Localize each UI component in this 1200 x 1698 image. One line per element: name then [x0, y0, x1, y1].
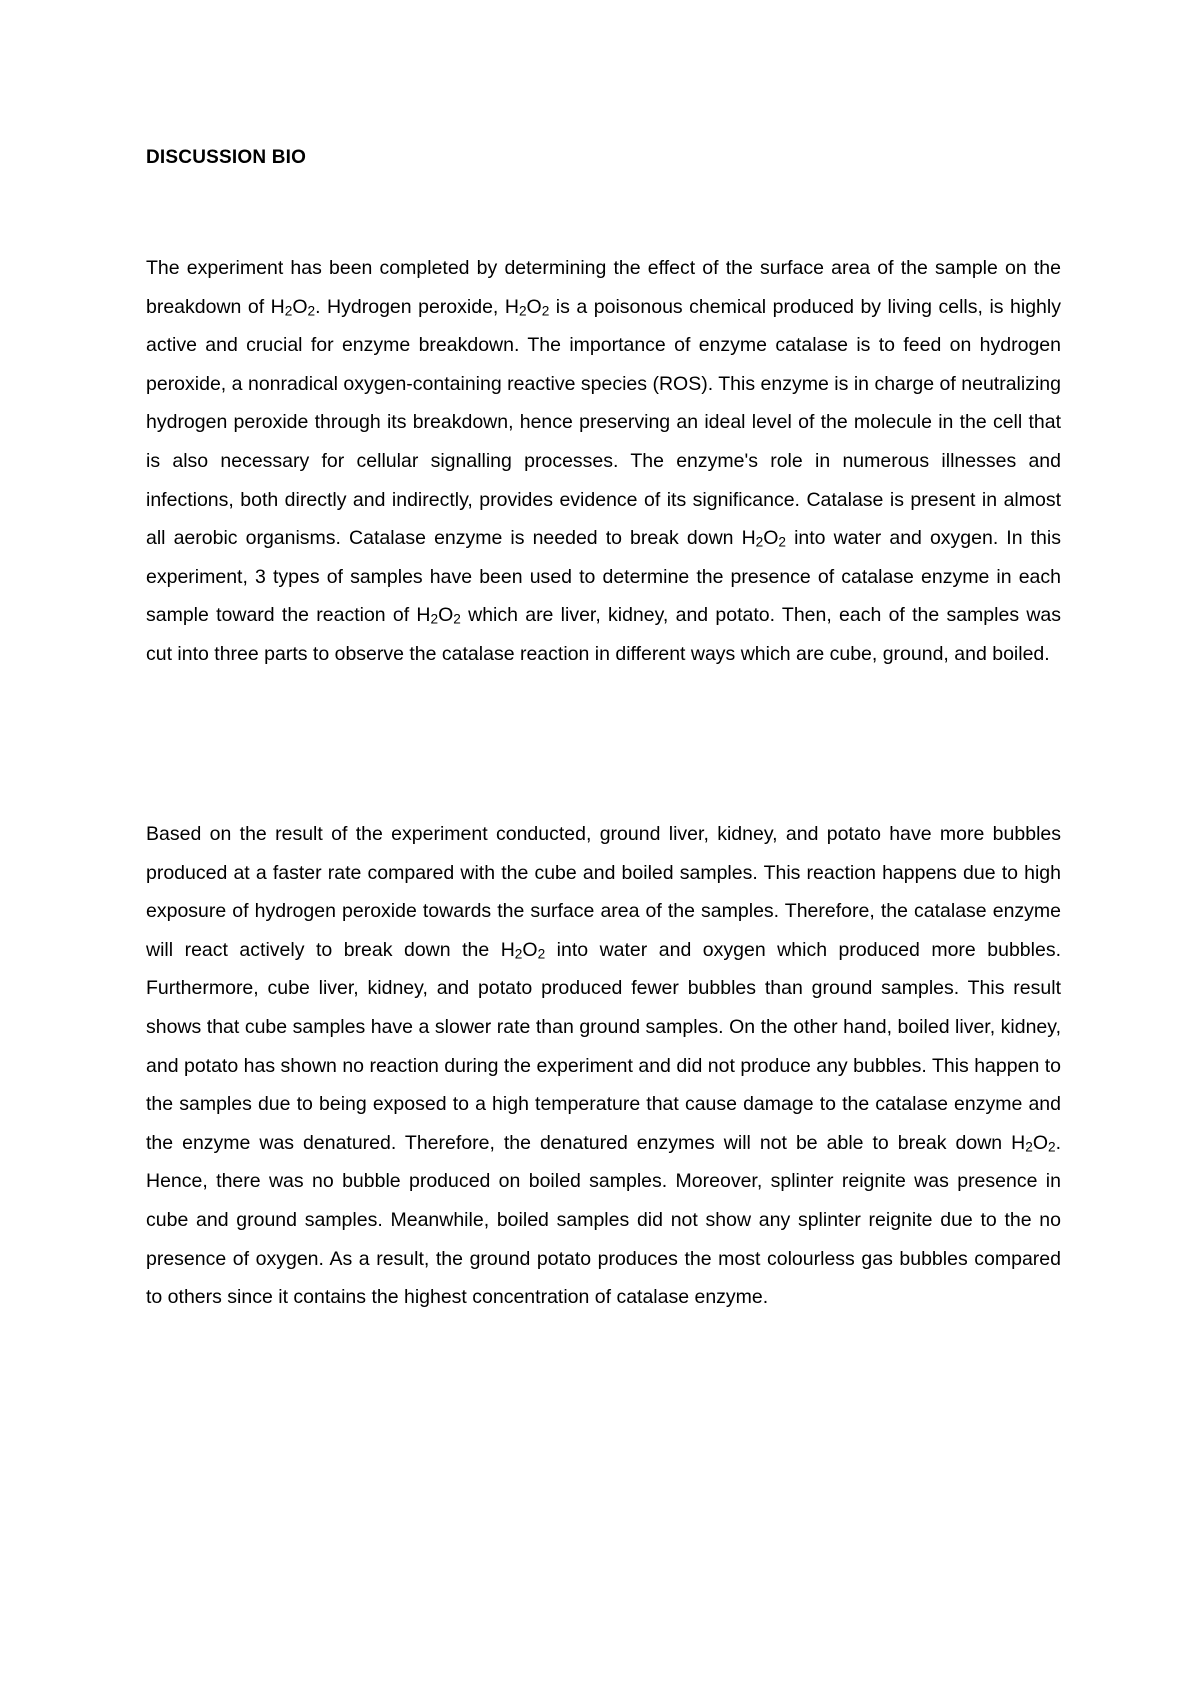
- subscript-text: 2: [1025, 1139, 1033, 1155]
- paragraph-text-run: The experiment has been completed by determining the effect of the surface area of the sample on the breakdown of H: [146, 257, 1061, 318]
- subscript-text: 2: [514, 946, 523, 962]
- subscript-text: 2: [518, 303, 527, 319]
- subscript-text: 2: [430, 612, 439, 628]
- paragraph-text-run: O: [763, 527, 779, 550]
- paragraph-text-run: Based on the result of the experiment conducted, ground liver, kidney, and potato have more bubbles produced at a faster rate compared with the cube and boiled samples. This reaction happens due to high exposure of hydrogen peroxide towards the surface area of the samples. Therefore, the catalase enzyme will react actively to break down the H: [146, 823, 1061, 961]
- paragraph-text-run: which are liver, kidney, and potato. Then, each of the samples was cut into three parts to observe the catalase reaction in different ways which are cube, ground, and boiled.: [146, 604, 1062, 665]
- paragraph-text-run: into water and oxygen. In this experiment, 3 types of samples have been used to determine the presence of catalase enzyme in each sample toward the reaction of H: [146, 527, 1061, 627]
- subscript-text: 2: [537, 946, 546, 962]
- subscript-text: 2: [453, 612, 461, 628]
- paragraph-text-run: O: [522, 938, 538, 961]
- subscript-text: 2: [307, 303, 316, 319]
- subscript-text: 2: [755, 534, 764, 550]
- paragraph-text-run: into water and oxygen which produced more bubbles. Furthermore, cube liver, kidney, and potato produced fewer bubbles than ground samples. This result shows that cube samples have a slower rate than ground samples. On the other hand, boiled liver, kidney, and potato has shown no reaction during the experiment and did not produce any bubbles. This happen to the samples due to being exposed to a high temperature that cause damage to the catalase enzyme and the enzyme was denatured. Therefore, the denatured enzymes will not be able to break down H: [146, 938, 1061, 1154]
- paragraph-text-run: O: [292, 295, 308, 318]
- paragraph-text-run: O: [1032, 1131, 1048, 1154]
- document-title: DISCUSSION BIO: [146, 147, 307, 168]
- paragraph-text-run: O: [526, 295, 542, 318]
- subscript-text: 2: [1047, 1139, 1056, 1155]
- paragraph-text-run: . Hydrogen peroxide, H: [315, 295, 519, 318]
- subscript-text: 2: [778, 534, 787, 550]
- subscript-text: 2: [284, 303, 293, 319]
- paragraph-text-run: is a poisonous chemical produced by living cells, is highly active and crucial for enzyme breakdown. The importance of enzyme catalase is to feed on hydrogen peroxide, a nonradical oxygen-containing reactive species (ROS). This enzyme is in charge of neutralizing hydrogen peroxide through its breakdown, hence preserving an ideal level of the molecule in the cell that is also necessary for cellular signalling processes. The enzyme's role in numerous illnesses and infections, both directly and indirectly, provides evidence of its significance. Catalase is present in almost all aerobic organisms. Catalase enzyme is needed to break down H: [146, 295, 1061, 550]
- paragraph-text-run: . Hence, there was no bubble produced on boiled samples. Moreover, splinter reignite was presence in cube and ground samples. Meanwhile, boiled samples did not show any splinter reignite due to the no presence of oxygen. As a result, the ground potato produces the most colourless gas bubbles compared to others since it contains the highest concentration of catalase enzyme.: [146, 1131, 1061, 1309]
- subscript-text: 2: [541, 303, 550, 319]
- paragraph-results: [146, 815, 1061, 1317]
- paragraph-introduction: [146, 249, 1061, 674]
- paragraph-text-run: O: [438, 604, 454, 627]
